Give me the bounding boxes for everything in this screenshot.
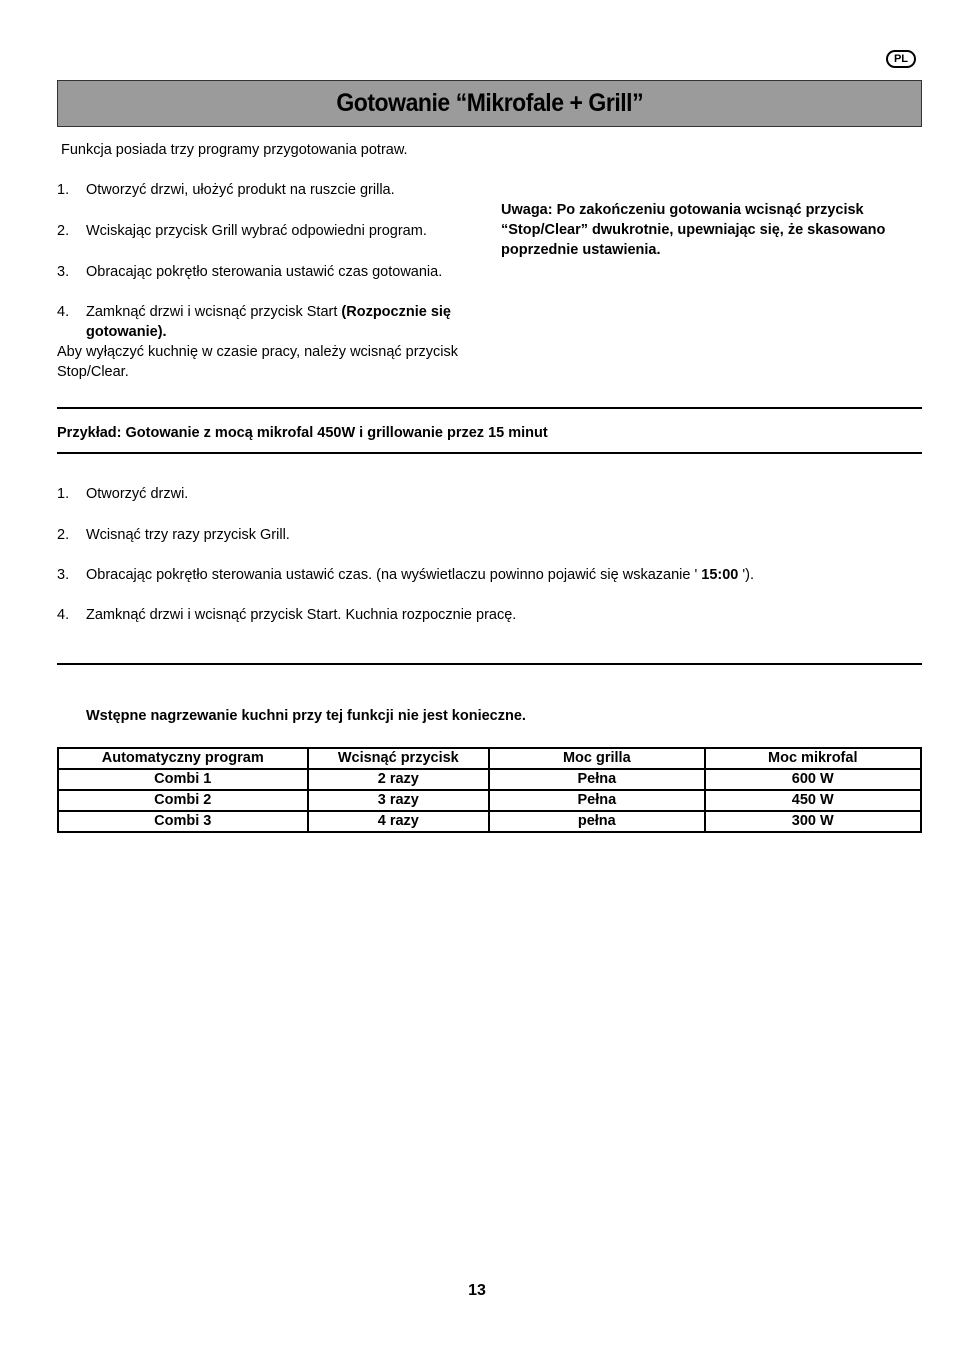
table-header: Automatyczny program: [58, 748, 308, 769]
step-text: Otworzyć drzwi, ułożyć produkt na ruszcie grilla.: [86, 182, 395, 198]
preheat-note: Wstępne nagrzewanie kuchni przy tej funkcji nie jest konieczne.: [86, 708, 526, 724]
table-cell: 300 W: [705, 811, 922, 832]
step-text: Wciskając przycisk Grill wybrać odpowiedni program.: [86, 223, 427, 239]
step-text-regular: Obracając pokrętło sterowania ustawić czas. (na wyświetlaczu powinno pojawić się wskazanie ': [86, 567, 698, 583]
step-text: Otworzyć drzwi.: [86, 486, 189, 502]
intro-text: Funkcja posiada trzy programy przygotowania potraw.: [61, 142, 408, 158]
table-cell: 3 razy: [308, 790, 490, 811]
step-number: 1.: [57, 182, 70, 198]
step-text: Obracając pokrętło sterowania ustawić czas gotowania.: [86, 264, 443, 280]
example-title: Przykład: Gotowanie z mocą mikrofal 450W i grillowanie przez 15 minut: [57, 425, 548, 441]
stop-note-line-2: Stop/Clear.: [57, 364, 129, 380]
warning-line-1: Uwaga: Po zakończeniu gotowania wcisnąć przycisk: [501, 202, 864, 218]
page-title: Gotowanie “Mikrofale + Grill”: [336, 89, 643, 117]
table-header: Moc mikrofal: [705, 748, 922, 769]
combi-programs-table: [57, 747, 922, 833]
step-number: 3.: [57, 567, 70, 583]
step-number: 3.: [57, 264, 70, 280]
step-text: Wcisnąć trzy razy przycisk Grill.: [86, 527, 290, 543]
stop-note-line-1: Aby wyłączyć kuchnię w czasie pracy, należy wcisnąć przycisk: [57, 344, 459, 360]
table-cell: Combi 1: [58, 769, 308, 790]
table-row: [58, 769, 921, 790]
table-cell: 600 W: [705, 769, 922, 790]
table-cell: Pełna: [489, 769, 704, 790]
step-text-bold-continued: gotowanie).: [86, 324, 167, 340]
table-cell: Pełna: [489, 790, 704, 811]
table-row: [58, 811, 921, 832]
page-number: 13: [468, 1282, 486, 1299]
table-cell: Combi 2: [58, 790, 308, 811]
step-number: 2.: [57, 223, 70, 239]
warning-note: [501, 200, 901, 260]
step-text: [86, 565, 754, 585]
display-value: 15:00: [697, 567, 743, 583]
divider: [57, 663, 922, 665]
divider: [57, 452, 922, 454]
step-number: 2.: [57, 527, 70, 543]
table-cell: 2 razy: [308, 769, 490, 790]
divider: [57, 407, 922, 409]
step-text: Zamknąć drzwi i wcisnąć przycisk Start. Kuchnia rozpocznie pracę.: [86, 607, 517, 623]
table-row: [58, 790, 921, 811]
table-header-row: [58, 748, 921, 769]
step-text-tail: ').: [742, 567, 755, 583]
step-text-regular: Zamknąć drzwi i wcisnąć przycisk Start: [86, 304, 342, 320]
step-number: 4.: [57, 304, 70, 320]
step-number: 1.: [57, 486, 70, 502]
language-badge: PL: [886, 50, 916, 68]
table-cell: pełna: [489, 811, 704, 832]
step-text: [86, 302, 451, 342]
table-header: Moc grilla: [489, 748, 704, 769]
table-cell: 450 W: [705, 790, 922, 811]
table-cell: Combi 3: [58, 811, 308, 832]
stop-note: [57, 342, 477, 382]
step-number: 4.: [57, 607, 70, 623]
table-cell: 4 razy: [308, 811, 490, 832]
warning-line-3: poprzednie ustawienia.: [501, 242, 661, 258]
table-header: Wcisnąć przycisk: [308, 748, 490, 769]
step-text-bold: (Rozpocznie się: [341, 304, 451, 320]
warning-line-2: “Stop/Clear” dwukrotnie, upewniając się, że skasowano: [501, 222, 886, 238]
title-bar: [57, 80, 922, 127]
